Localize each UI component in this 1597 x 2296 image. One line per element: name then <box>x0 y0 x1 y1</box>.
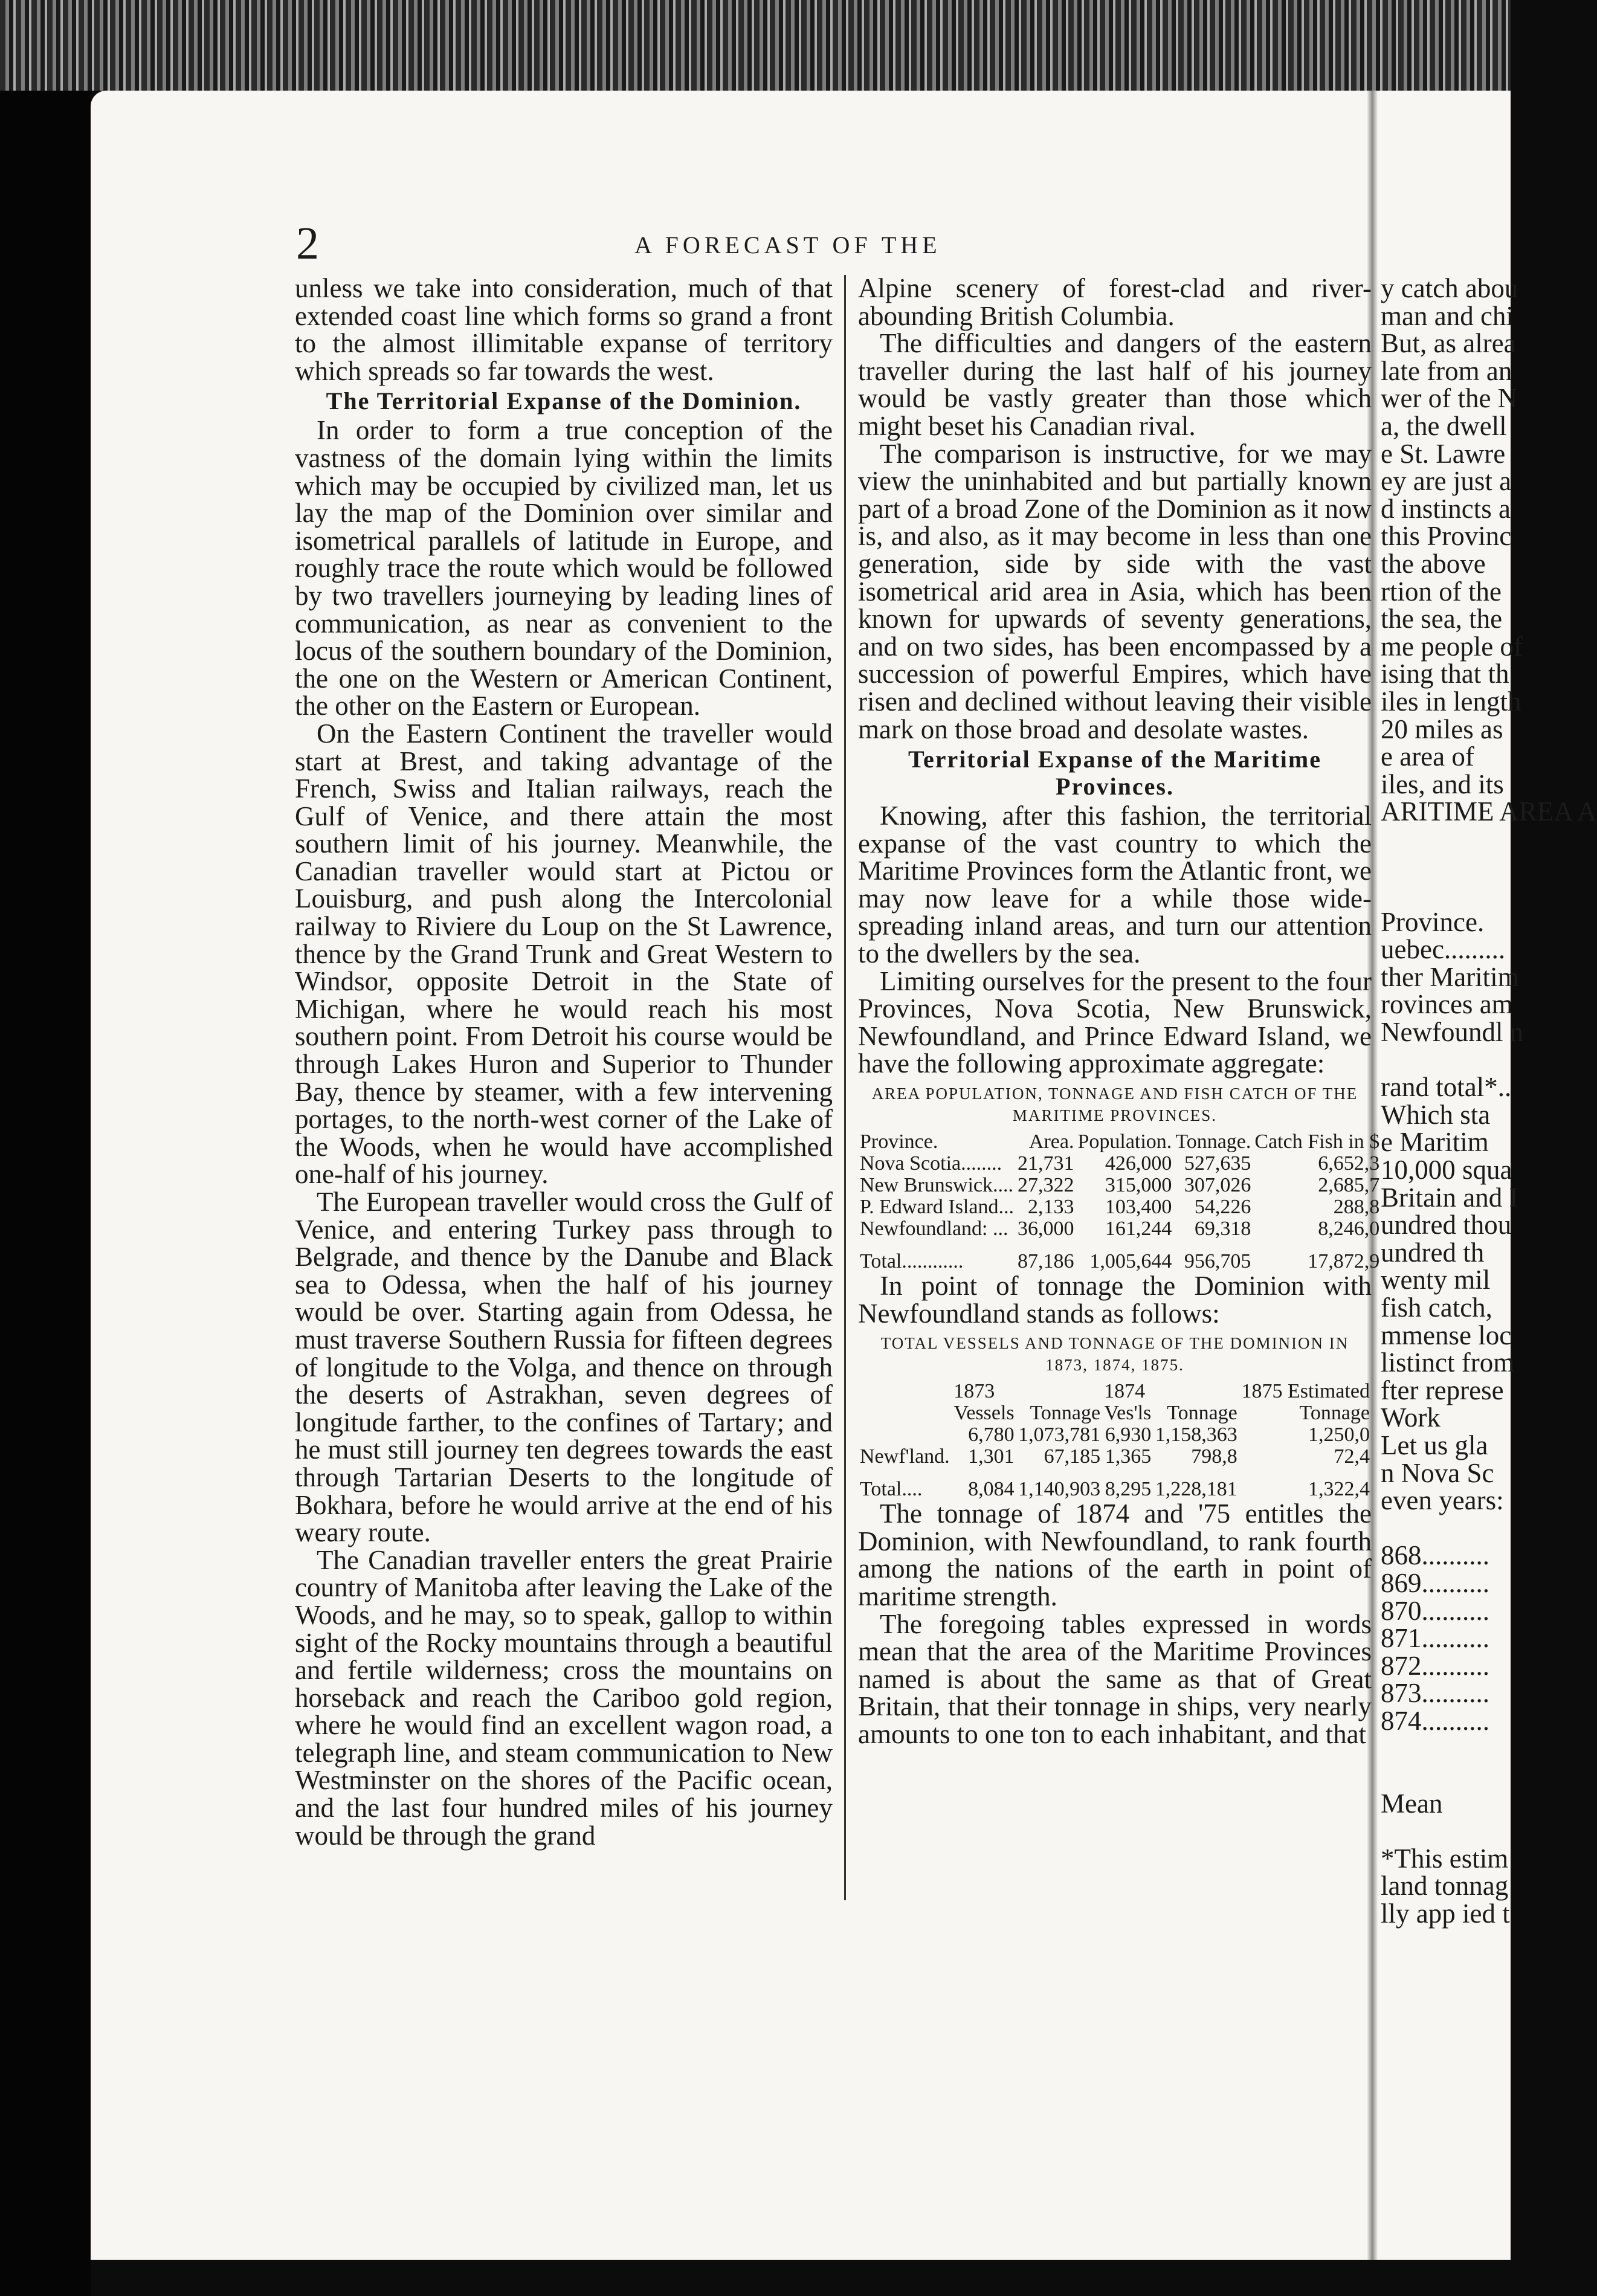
text-line: land tonnag <box>1381 1871 1509 1901</box>
text-line: Which sta <box>1381 1099 1491 1130</box>
text-line: d instincts a <box>1381 493 1511 524</box>
text-line: Work <box>1381 1402 1441 1433</box>
table-row <box>858 1424 1372 1446</box>
paragraph: In point of tonnage the Dominion with Newfoundland stands as follows: <box>858 1271 1372 1329</box>
right-column-fragment <box>1381 273 1597 1929</box>
paragraph: On the Eastern Continent the traveller would start at Brest, and taking advantage of the French, Swiss and Italian railways, reach the Gulf of Venice, and there attain the most southern limit of his journey. Meanwhile, the Canadian traveller would start at Pictou or Louisburg, and push along the Intercolonial railway to Riviere du Loup on the St Lawrence, thence by the Grand Trunk and Great Western to Windsor, opposite Detroit in the State of Michigan, where he would reach his most southern point. From Detroit his course would be through Lakes Huron and Superior to Thunder Bay, thence by steamer, with a few intervening portages, to the north-west corner of the Lake of the Woods, when he would have accomplished one-half of his journey. <box>295 718 833 1190</box>
text-line <box>1381 1735 1511 1762</box>
column-rule <box>844 275 846 1900</box>
table-cell: 6,930 <box>1105 1424 1152 1446</box>
text-line <box>1381 1515 1511 1543</box>
column-header: Tonnage <box>1167 1402 1237 1425</box>
running-title: A FORECAST OF THE <box>634 231 941 259</box>
text-line: Newfoundl n <box>1381 1017 1524 1048</box>
text-line <box>1381 1762 1511 1790</box>
table-cell: 8,084 <box>968 1478 1015 1501</box>
table-cell: 1,301 <box>968 1445 1015 1468</box>
text-line: ther Maritim <box>1381 961 1519 992</box>
table-cell: 67,185 <box>1044 1445 1101 1468</box>
column-header: Population. <box>1077 1130 1172 1153</box>
table-cell: P. Edward Island... <box>860 1196 1014 1219</box>
text-line: y catch abou <box>1381 273 1518 303</box>
text-line <box>1381 1046 1511 1074</box>
table-cell: 36,000 <box>1017 1217 1074 1240</box>
paragraph: Alpine scenery of forest-clad and river-abounding British Columbia. <box>858 273 1372 331</box>
table-row <box>858 1218 1381 1240</box>
text-line: the sea, the <box>1381 604 1503 634</box>
text-line: lly app ied t <box>1381 1898 1510 1929</box>
section-heading: The Territorial Expanse of the Dominion. <box>326 387 802 415</box>
text-line: 872.......... <box>1381 1650 1489 1681</box>
text-line: n Nova Sc <box>1381 1457 1494 1488</box>
table-cell: 21,731 <box>1017 1152 1074 1175</box>
table-cell: Total............ <box>860 1250 964 1273</box>
text-line: Mean <box>1381 1788 1443 1819</box>
column-header: Tonnage <box>1030 1402 1101 1425</box>
table-cell: 87,186 <box>1017 1250 1074 1273</box>
table-row <box>858 1153 1381 1175</box>
table-cell <box>858 1424 952 1446</box>
table-row <box>858 1446 1372 1468</box>
table-cell: 307,026 <box>1184 1174 1251 1197</box>
text-line: ARITIME AREA A <box>1381 796 1597 827</box>
table-cell: 69,318 <box>1194 1217 1251 1240</box>
text-line: fish catch, <box>1381 1292 1492 1323</box>
scan-background-left <box>0 91 91 2296</box>
text-line: 871.......... <box>1381 1623 1489 1654</box>
text-line <box>1381 881 1511 909</box>
paragraph: The Canadian traveller enters the great Prairie country of Manitoba after leaving the Lake of the Woods, and he may, so to speak, gallop to within sight of the Rocky mountains through a beautiful and fertile wilderness; cross the mountains on horseback and reach the Cariboo gold region, where he would find an excellent wagon road, a telegraph line, and steam communication to New Westminster on the shores of the Pacific ocean, and the last four hundred miles of his journey would be through the grand <box>295 1544 833 1851</box>
table-total-row <box>858 1468 1372 1500</box>
table-cell: 1,322,4 <box>1308 1478 1370 1501</box>
table-cell: 288,8 <box>1333 1196 1380 1219</box>
paragraph: In order to form a true conception of the vastness of the domain lying within the limits which may be occupied by civilized man, let us lay the map of the Dominion over similar and isometrical parallels of latitude in Europe, and roughly trace the route which would be followed by two travellers journeying by leading lines of communication, as near as convenient to the locus of the southern boundary of the Dominion, the one on the Western or American Continent, the other on the Eastern or European. <box>295 415 833 721</box>
paragraph: The European traveller would cross the Gulf of Venice, and entering Turkey pass through to Belgrade, and thence by the Danube and Black sea to Odessa, when the half of his journey would be over. Starting again from Odessa, he must traverse Southern Russia for fifteen degrees of longitude to the Volga, and thence on through the deserts of Astrakhan, seven degrees of longitude farther, to the confines of Tartary; and he must still journey ten degrees towards the east through Tartarian Deserts to the longitude of Bokhara, before he would arrive at the end of his weary route. <box>295 1187 833 1548</box>
text-line: man and chi <box>1381 300 1514 331</box>
table-cell: 1,228,181 <box>1155 1478 1237 1501</box>
text-line: wenty mil <box>1381 1265 1491 1295</box>
text-line: 869.......... <box>1381 1567 1489 1598</box>
text-line: e Maritim <box>1381 1127 1489 1158</box>
text-line: *This estim <box>1381 1843 1509 1874</box>
text-line: a, the dwell <box>1381 410 1507 441</box>
text-line: fter represe <box>1381 1375 1504 1405</box>
text-line: But, as alrea <box>1381 328 1516 359</box>
text-line: undred thou <box>1381 1210 1512 1240</box>
table-cell: 1,073,781 <box>1018 1424 1101 1446</box>
text-line: iles in length <box>1381 686 1521 717</box>
table-cell: 1,250,0 <box>1308 1424 1370 1446</box>
text-line: ising that th <box>1381 659 1509 689</box>
table-cell: Total.... <box>860 1478 923 1501</box>
text-line: 868.......... <box>1381 1540 1489 1571</box>
column-header: Ves'ls <box>1104 1402 1152 1425</box>
column-header: Catch Fish in $ <box>1254 1130 1380 1153</box>
text-line: ey are just a <box>1381 466 1512 497</box>
scan-background-top <box>0 0 1511 91</box>
table-cell: 54,226 <box>1194 1196 1251 1219</box>
table-row <box>858 1175 1381 1196</box>
table-cell: 1,158,363 <box>1155 1424 1237 1446</box>
text-line: mmense loc <box>1381 1320 1512 1350</box>
text-line: even years: <box>1381 1485 1504 1516</box>
table-cell: 27,322 <box>1017 1174 1074 1197</box>
paragraph: Knowing, after this fashion, the territorial expanse of the vast country to which the Maritime Provinces form the Atlantic front, we may now leave for a while those wide-spreading inland areas, and turn our attention to the dwellers by the sea. <box>858 801 1372 969</box>
paragraph: The foregoing tables expressed in words mean that the area of the Maritime Provinces named is about the same as that of Great Britain, that their tonnage in ships, very nearly amounts to one ton to each inhabitant, and that <box>858 1608 1372 1749</box>
table-cell: 6,780 <box>968 1424 1015 1446</box>
text-line: me people of <box>1381 631 1523 662</box>
column-header: Province. <box>860 1130 938 1153</box>
table-cell: 6,652,3 <box>1318 1152 1380 1175</box>
maritime-provinces-table <box>858 1131 1381 1272</box>
table-cell: 1,140,903 <box>1018 1478 1101 1501</box>
column-header: Tonnage <box>1299 1402 1370 1425</box>
year-header: 1874 <box>1104 1380 1146 1403</box>
text-line: Britain and I <box>1381 1182 1518 1213</box>
text-line: iles, and its <box>1381 769 1504 799</box>
table-cell: 72,4 <box>1334 1445 1370 1468</box>
table-cell: Nova Scotia........ <box>860 1152 1002 1175</box>
text-line: uebec......... <box>1381 934 1506 965</box>
year-header: 1873 <box>953 1380 995 1403</box>
paragraph: The difficulties and dangers of the eastern traveller during the last half of his journey would be vastly greater than those which might beset his Canadian rival. <box>858 328 1372 441</box>
table-cell: Newfoundland: ... <box>860 1217 1008 1240</box>
section-heading: Territorial Expanse of the Maritime Provinces. <box>908 746 1321 801</box>
table-cell: 798,8 <box>1191 1445 1237 1468</box>
table-cell: 315,000 <box>1105 1174 1172 1197</box>
column-header: Vessels <box>953 1402 1015 1425</box>
text-line: the above <box>1381 548 1486 579</box>
table-cell: 956,705 <box>1184 1250 1251 1273</box>
page-header <box>284 218 1396 269</box>
table-cell: 161,244 <box>1105 1217 1172 1240</box>
text-line: 870.......... <box>1381 1595 1489 1626</box>
paragraph: unless we take into consideration, much of that extended coast line which forms so grand a front to the almost illimitable expanse of territory which spreads so far towards the west. <box>295 273 833 386</box>
table-cell: 426,000 <box>1105 1152 1172 1175</box>
table-cell: 8,295 <box>1105 1478 1152 1501</box>
paragraph: The comparison is instructive, for we may view the uninhabited and but partially known part of a broad Zone of the Dominion as it now is, and also, as it may become in less than one generation, side by side with the vast isometrical arid area in Asia, which has been known for upwards of seventy generations, and on two sides, has been encompassed by a succession of powerful Empires, which have risen and declined without leaving their visible mark on those broad and desolate wastes. <box>858 438 1372 744</box>
text-line: Province. <box>1381 906 1485 937</box>
page-number: 2 <box>296 218 319 269</box>
table-cell: 8,246,0 <box>1318 1217 1380 1240</box>
table-row <box>858 1196 1381 1218</box>
column-header: Tonnage. <box>1175 1130 1251 1153</box>
table-caption: AREA POPULATION, TONNAGE AND FISH CATCH OF THE MARITIME PROVINCES. <box>871 1085 1358 1125</box>
table-cell: Newf'land. <box>860 1445 950 1468</box>
table-cell: 17,872,9 <box>1308 1250 1380 1273</box>
table-cell: 2,133 <box>1027 1196 1074 1219</box>
text-line: rand total*.. <box>1381 1072 1512 1103</box>
text-line: 20 miles as <box>1381 714 1503 744</box>
text-line: Let us gla <box>1381 1430 1488 1460</box>
text-line: rtion of the <box>1381 576 1502 607</box>
text-line <box>1381 853 1511 881</box>
text-line: e St. Lawre <box>1381 438 1506 469</box>
text-line: 10,000 squa <box>1381 1155 1512 1185</box>
text-line: 873.......... <box>1381 1678 1489 1709</box>
paragraph: The tonnage of 1874 and '75 entitles the Dominion, with Newfoundland, to rank fourth among the nations of the earth in point of maritime strength. <box>858 1498 1372 1611</box>
table-cell: New Brunswick.... <box>860 1174 1014 1197</box>
text-line: late from an <box>1381 355 1512 386</box>
table-caption: TOTAL VESSELS AND TONNAGE OF THE DOMINION IN 1873, 1874, 1875. <box>880 1334 1349 1375</box>
text-line <box>1381 826 1511 854</box>
dominion-tonnage-table <box>858 1381 1372 1500</box>
text-line: undred th <box>1381 1237 1485 1268</box>
text-line: listinct from <box>1381 1347 1515 1378</box>
text-line: wer of the N <box>1381 383 1518 414</box>
table-cell: 1,005,644 <box>1089 1250 1172 1273</box>
middle-column <box>858 273 1380 1749</box>
table-cell: 527,635 <box>1184 1152 1251 1175</box>
table-total-row <box>858 1240 1381 1272</box>
text-line: this Provinc <box>1381 521 1512 552</box>
table-cell: 2,685,7 <box>1318 1174 1380 1197</box>
text-line: rovinces am <box>1381 989 1513 1020</box>
text-line: e area of <box>1381 741 1474 772</box>
table-cell: 1,365 <box>1105 1445 1152 1468</box>
text-line <box>1381 1817 1511 1845</box>
table-cell: 103,400 <box>1105 1196 1172 1219</box>
left-column <box>295 275 833 1849</box>
year-header: 1875 Estimated <box>1241 1380 1370 1403</box>
column-header: Area. <box>1028 1130 1074 1153</box>
paragraph: Limiting ourselves for the present to the four Provinces, Nova Scotia, New Brunswick, Newfoundland, and Prince Edward Island, we have the following approximate aggregate: <box>858 966 1372 1079</box>
text-line: 874.......... <box>1381 1705 1489 1736</box>
